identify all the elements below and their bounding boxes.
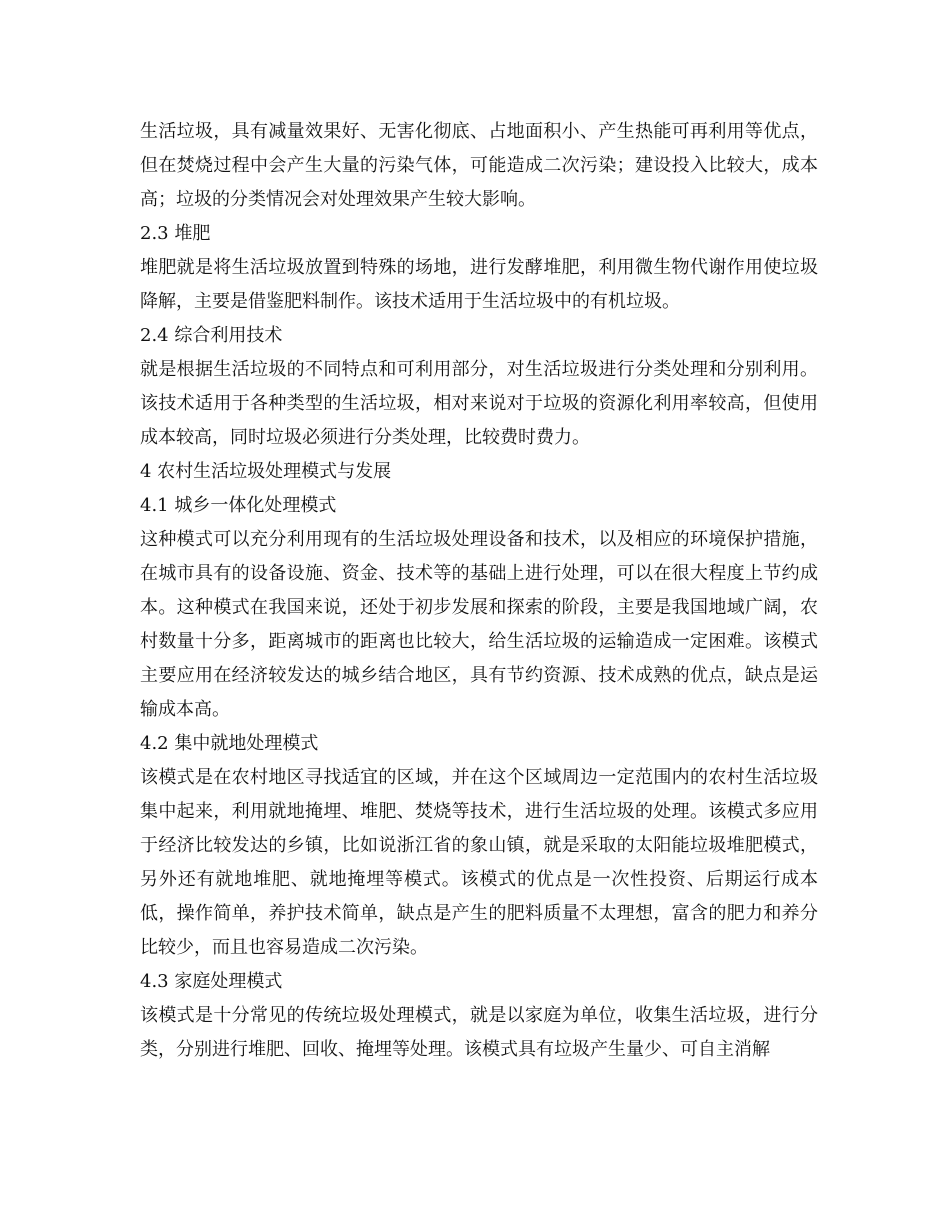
heading-2-4: 2.4 综合利用技术 (140, 325, 283, 346)
heading-4-3: 4.3 家庭处理模式 (140, 971, 283, 992)
document-body (140, 115, 818, 1067)
heading-4-1: 4.1 城乡一体化处理模式 (140, 495, 337, 516)
heading-4: 4 农村生活垃圾处理模式与发展 (140, 461, 392, 482)
paragraph-4-3: 该模式是十分常见的传统垃圾处理模式，就是以家庭为单位，收集生活垃圾，进行分类，分别进行堆肥、回收、掩埋等处理。该模式具有垃圾产生量少、可自主消解 (140, 1005, 818, 1060)
heading-2-3: 2.3 堆肥 (140, 223, 211, 244)
heading-4-2: 4.2 集中就地处理模式 (140, 733, 319, 754)
paragraph-intro: 生活垃圾，具有减量效果好、无害化彻底、占地面积小、产生热能可再利用等优点，但在焚烧过程中会产生大量的污染气体，可能造成二次污染；建设投入比较大，成本高；垃圾的分类情况会对处理效果产生较大影响。 (140, 121, 818, 210)
paragraph-2-3: 堆肥就是将生活垃圾放置到特殊的场地，进行发酵堆肥，利用微生物代谢作用使垃圾降解，主要是借鉴肥料制作。该技术适用于生活垃圾中的有机垃圾。 (140, 257, 818, 312)
paragraph-4-2: 该模式是在农村地区寻找适宜的区域，并在这个区域周边一定范围内的农村生活垃圾集中起来，利用就地掩埋、堆肥、焚烧等技术，进行生活垃圾的处理。该模式多应用于经济比较发达的乡镇，比如说浙江省的象山镇，就是采取的太阳能垃圾堆肥模式，另外还有就地堆肥、就地掩埋等模式。该模式的优点是一次性投资、后期运行成本低，操作简单，养护技术简单，缺点是产生的肥料质量不太理想，富含的肥力和养分比较少，而且也容易造成二次污染。 (140, 767, 818, 958)
paragraph-2-4: 就是根据生活垃圾的不同特点和可利用部分，对生活垃圾进行分类处理和分别利用。该技术适用于各种类型的生活垃圾，相对来说对于垃圾的资源化利用率较高，但使用成本较高，同时垃圾必须进行分类处理，比较费时费力。 (140, 359, 818, 448)
paragraph-4-1: 这种模式可以充分利用现有的生活垃圾处理设备和技术，以及相应的环境保护措施，在城市具有的设备设施、资金、技术等的基础上进行处理，可以在很大程度上节约成本。这种模式在我国来说，还处于初步发展和探索的阶段，主要是我国地域广阔，农村数量十分多，距离城市的距离也比较大，给生活垃圾的运输造成一定困难。该模式主要应用在经济较发达的城乡结合地区，具有节约资源、技术成熟的优点，缺点是运输成本高。 (140, 529, 818, 720)
